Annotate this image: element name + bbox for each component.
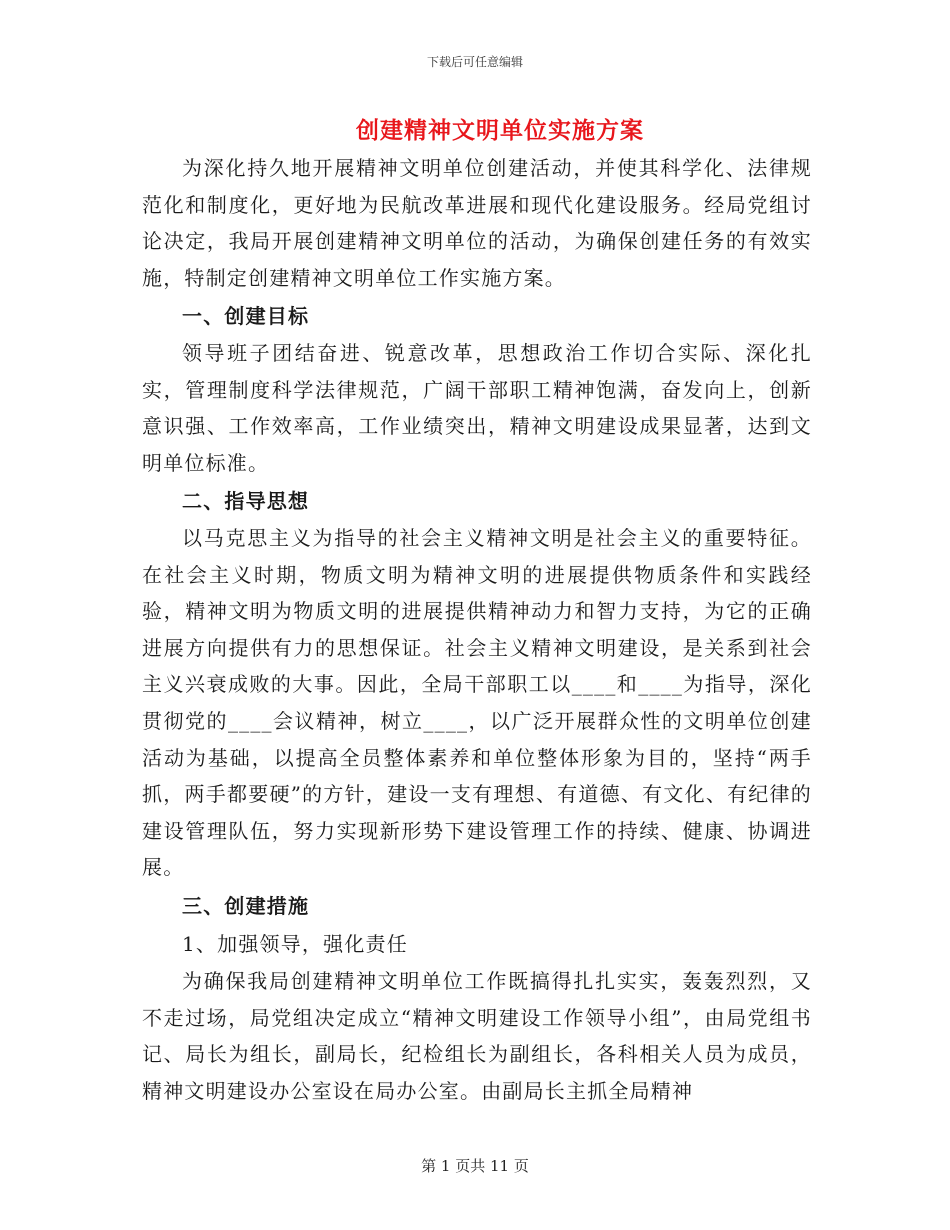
- document-title: 创建精神文明单位实施方案: [356, 117, 644, 144]
- section-heading-measures: 三、创建措施: [182, 893, 310, 918]
- intro-paragraph: 为深化持久地开展精神文明单位创建活动，并使其科学化、法律规范化和制度化，更好地为民航改革进展和现代化建设服务。经局党组讨论决定，我局开展创建精神文明单位的活动，为确保创建任务的有效实施，特制定创建精神文明单位工作实施方案。: [142, 156, 812, 290]
- document-body: [142, 150, 812, 1109]
- subsection-heading-leadership: 1、加强领导，强化责任: [182, 932, 408, 957]
- section-heading-guiding-thought: 二、指导思想: [182, 489, 310, 514]
- page-footer: 第 1 页共 11 页: [421, 1157, 529, 1175]
- guiding-thought-paragraph: 以马克思主义为指导的社会主义精神文明是社会主义的重要特征。在社会主义时期，物质文明为精神文明的进展提供物质条件和实践经验，精神文明为物质文明的进展提供精神动力和智力支持，为它的正确进展方向提供有力的思想保证。社会主义精神文明建设，是关系到社会主义兴衰成败的大事。因此，全局干部职工以____和____为指导，深化贯彻党的____会议精神，树立____，以广泛开展群众性的文明单位创建活动为基础，以提高全员整体素养和单位整体形象为目的，坚持“两手抓，两手都要硬”的方针，建设一支有理想、有道德、有文化、有纪律的建设管理队伍，努力实现新形势下建设管理工作的持续、健康、协调进展。: [142, 525, 812, 880]
- section-heading-goals: 一、创建目标: [182, 304, 310, 329]
- measures-paragraph: 为确保我局创建精神文明单位工作既搞得扎扎实实，轰轰烈烈，又不走过场，局党组决定成立“精神文明建设工作领导小组”，由局党组书记、局长为组长，副局长，纪检组长为副组长，各科相关人员为成员，精神文明建设办公室设在局办公室。由副局长主抓全局精神: [142, 969, 812, 1103]
- header-note: 下载后可任意编辑: [426, 55, 523, 69]
- goals-paragraph: 领导班子团结奋进、锐意改革，思想政治工作切合实际、深化扎实，管理制度科学法律规范，广阔干部职工精神饱满，奋发向上，创新意识强、工作效率高，工作业绩突出，精神文明建设成果显著，达到文明单位标准。: [142, 340, 812, 475]
